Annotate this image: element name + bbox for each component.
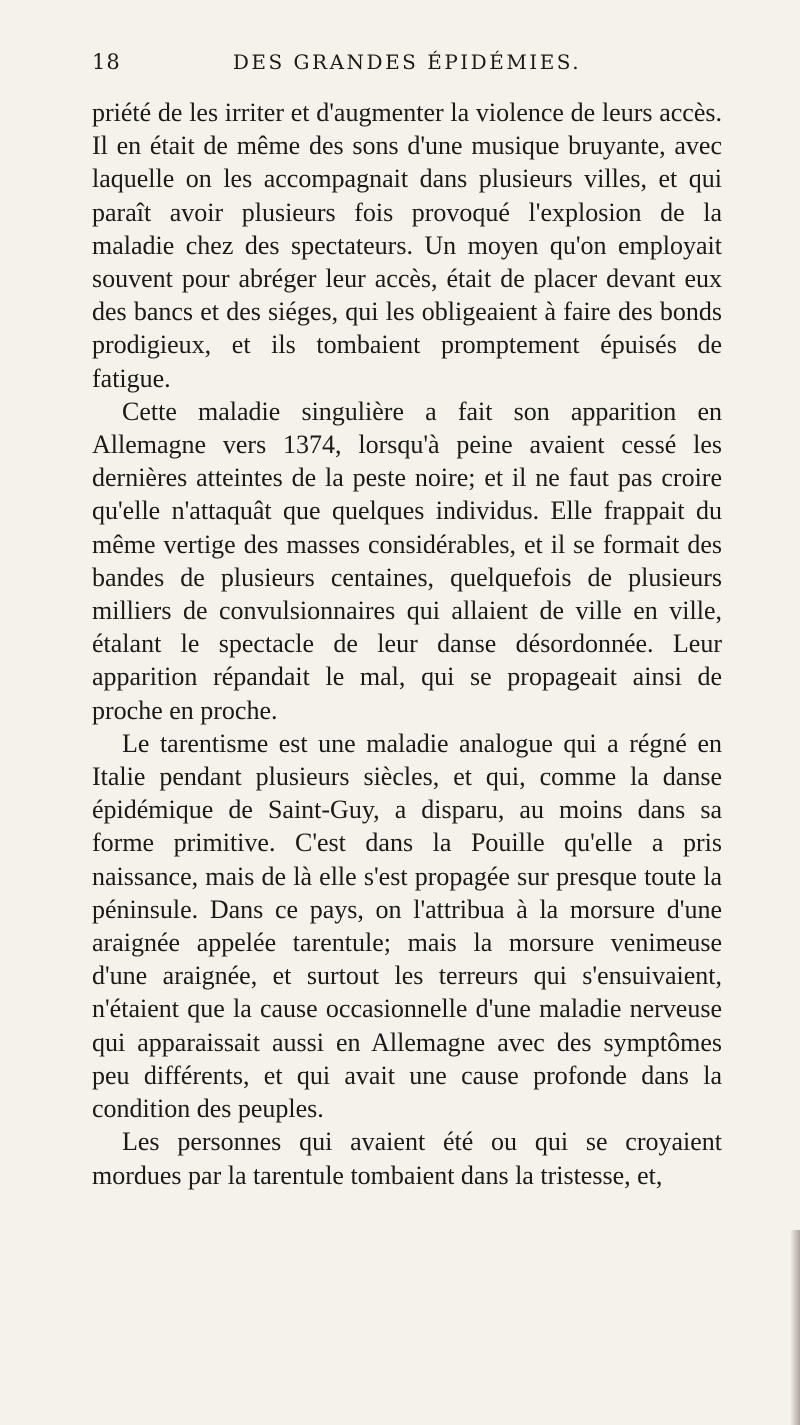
paragraph-3: Le tarentisme est une maladie analogue qui a régné en Italie pendant plusieurs siècles, et qui, comme la danse épidémique de Saint-Guy, a disparu, au moins dans sa forme primitive. C'est dans la Pouille qu'elle a pris naissance, mais de là elle s'est propagée sur presque toute la péninsule. Dans ce pays, on l'attribua à la morsure d'une araignée appelée tarentule; mais la morsure venimeuse d'une araignée, et surtout les terreurs qui s'ensuivaient, n'étaient que la cause occasionnelle d'une maladie nerveuse qui apparaissait aussi en Allemagne avec des symptômes peu différents, et qui avait une cause profonde dans la condition des peuples. — [92, 728, 722, 1124]
running-head: DES GRANDES ÉPIDÉMIES. — [232, 50, 582, 74]
paragraph-4: Les personnes qui avaient été ou qui se croyaient mordues par la tarentule tombaient dans la tristesse, et, — [92, 1127, 722, 1190]
paragraph-2: Cette maladie singulière a fait son apparition en Allemagne vers 1374, lorsqu'à peine avaient cessé les dernières atteintes de la peste noire; et il ne faut pas croire qu'elle n'attaquât que quelques individus. Elle frappait du même vertige des masses considérables, et il se formait des bandes de plusieurs centaines, quelquefois de plusieurs milliers de convulsionnaires qui allaient de ville en ville, étalant le spectacle de leur danse désordonnée. Leur apparition répandait le mal, qui se propageait ainsi de proche en proche. — [92, 396, 722, 725]
body-text — [92, 96, 722, 1192]
page-number: 18 — [92, 50, 121, 74]
paragraph-1: priété de les irriter et d'augmenter la violence de leurs accès. Il en était de même des sons d'une musique bruyante, avec laquelle on les accompagnait dans plusieurs villes, et qui paraît avoir plusieurs fois provoqué l'explosion de la maladie chez des spectateurs. Un moyen qu'on employait souvent pour abréger leur accès, était de placer devant eux des bancs et des siéges, qui les obligeaient à faire des bonds prodigieux, et ils tombaient promptement épuisés de fatigue. — [92, 98, 722, 393]
page-edge-shadow — [790, 1230, 800, 1425]
page-header — [92, 50, 722, 86]
